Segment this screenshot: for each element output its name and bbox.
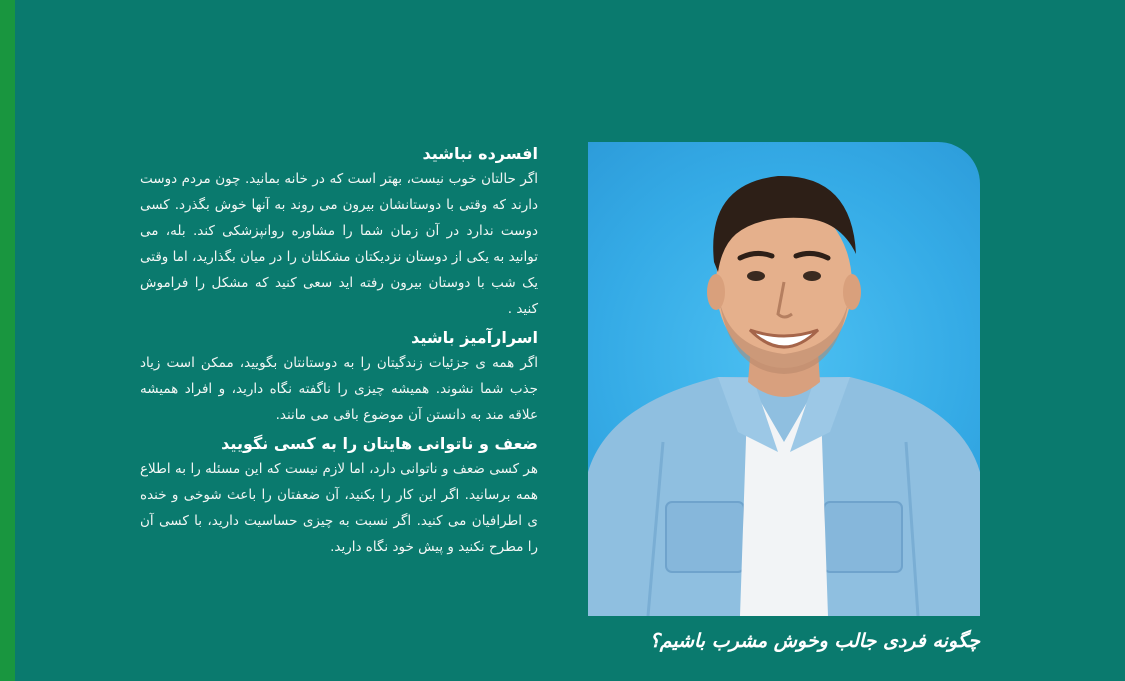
article-text-column [140,142,538,564]
section-body-mysterious: اگر همه ی جزئیات زندگیتان را به دوستانتان بگویید، ممکن است زیاد جذب شما نشوند. همیشه چیزی را ناگفته نگاه دارید، و افراد همیشه علاقه مند به دانستن آن موضوع باقی می مانند. [140,355,538,423]
left-accent-strip [0,0,15,681]
section-body-weaknesses: هر کسی ضعف و ناتوانی دارد، اما لازم نیست که این مسئله را به اطلاع همه برسانید. اگر این کار را بکنید، آن ضعفتان را باعث شوخی و خنده ی اطرافیان می کنید. اگر نسبت به چیزی حساسیت دارید، با کسی آن را مطرح نکنید و پیش خود نگاه دارید. [140,461,538,555]
section-heading-not-depressed: افسرده نباشید [422,144,538,163]
portrait-photo [588,142,980,616]
section-heading-weaknesses: ضعف و ناتوانی هایتان را به کسی نگویید [221,434,538,453]
section-heading-mysterious: اسرارآمیز باشید [411,328,538,347]
photo-caption: چگونه فردی جالب وخوش مشرب باشیم؟ [649,630,980,652]
section-body-not-depressed: اگر حالتان خوب نیست، بهتر است که در خانه بمانید. چون مردم دوست دارند که وقتی با دوستانشان بیرون می روند به آنها خوش بگذرد. کسی دوست ندارد در آن زمان شما را مشاوره روانپزشکی کند. بله، می توانید به یکی از دوستان نزدیکتان مشکلتان را در میان بگذارید، اما وقتی یک شب با دوستان بیرون رفته اید سعی کنید که مشکل را فراموش کنید . [140,171,538,317]
portrait-illustration [588,142,980,616]
